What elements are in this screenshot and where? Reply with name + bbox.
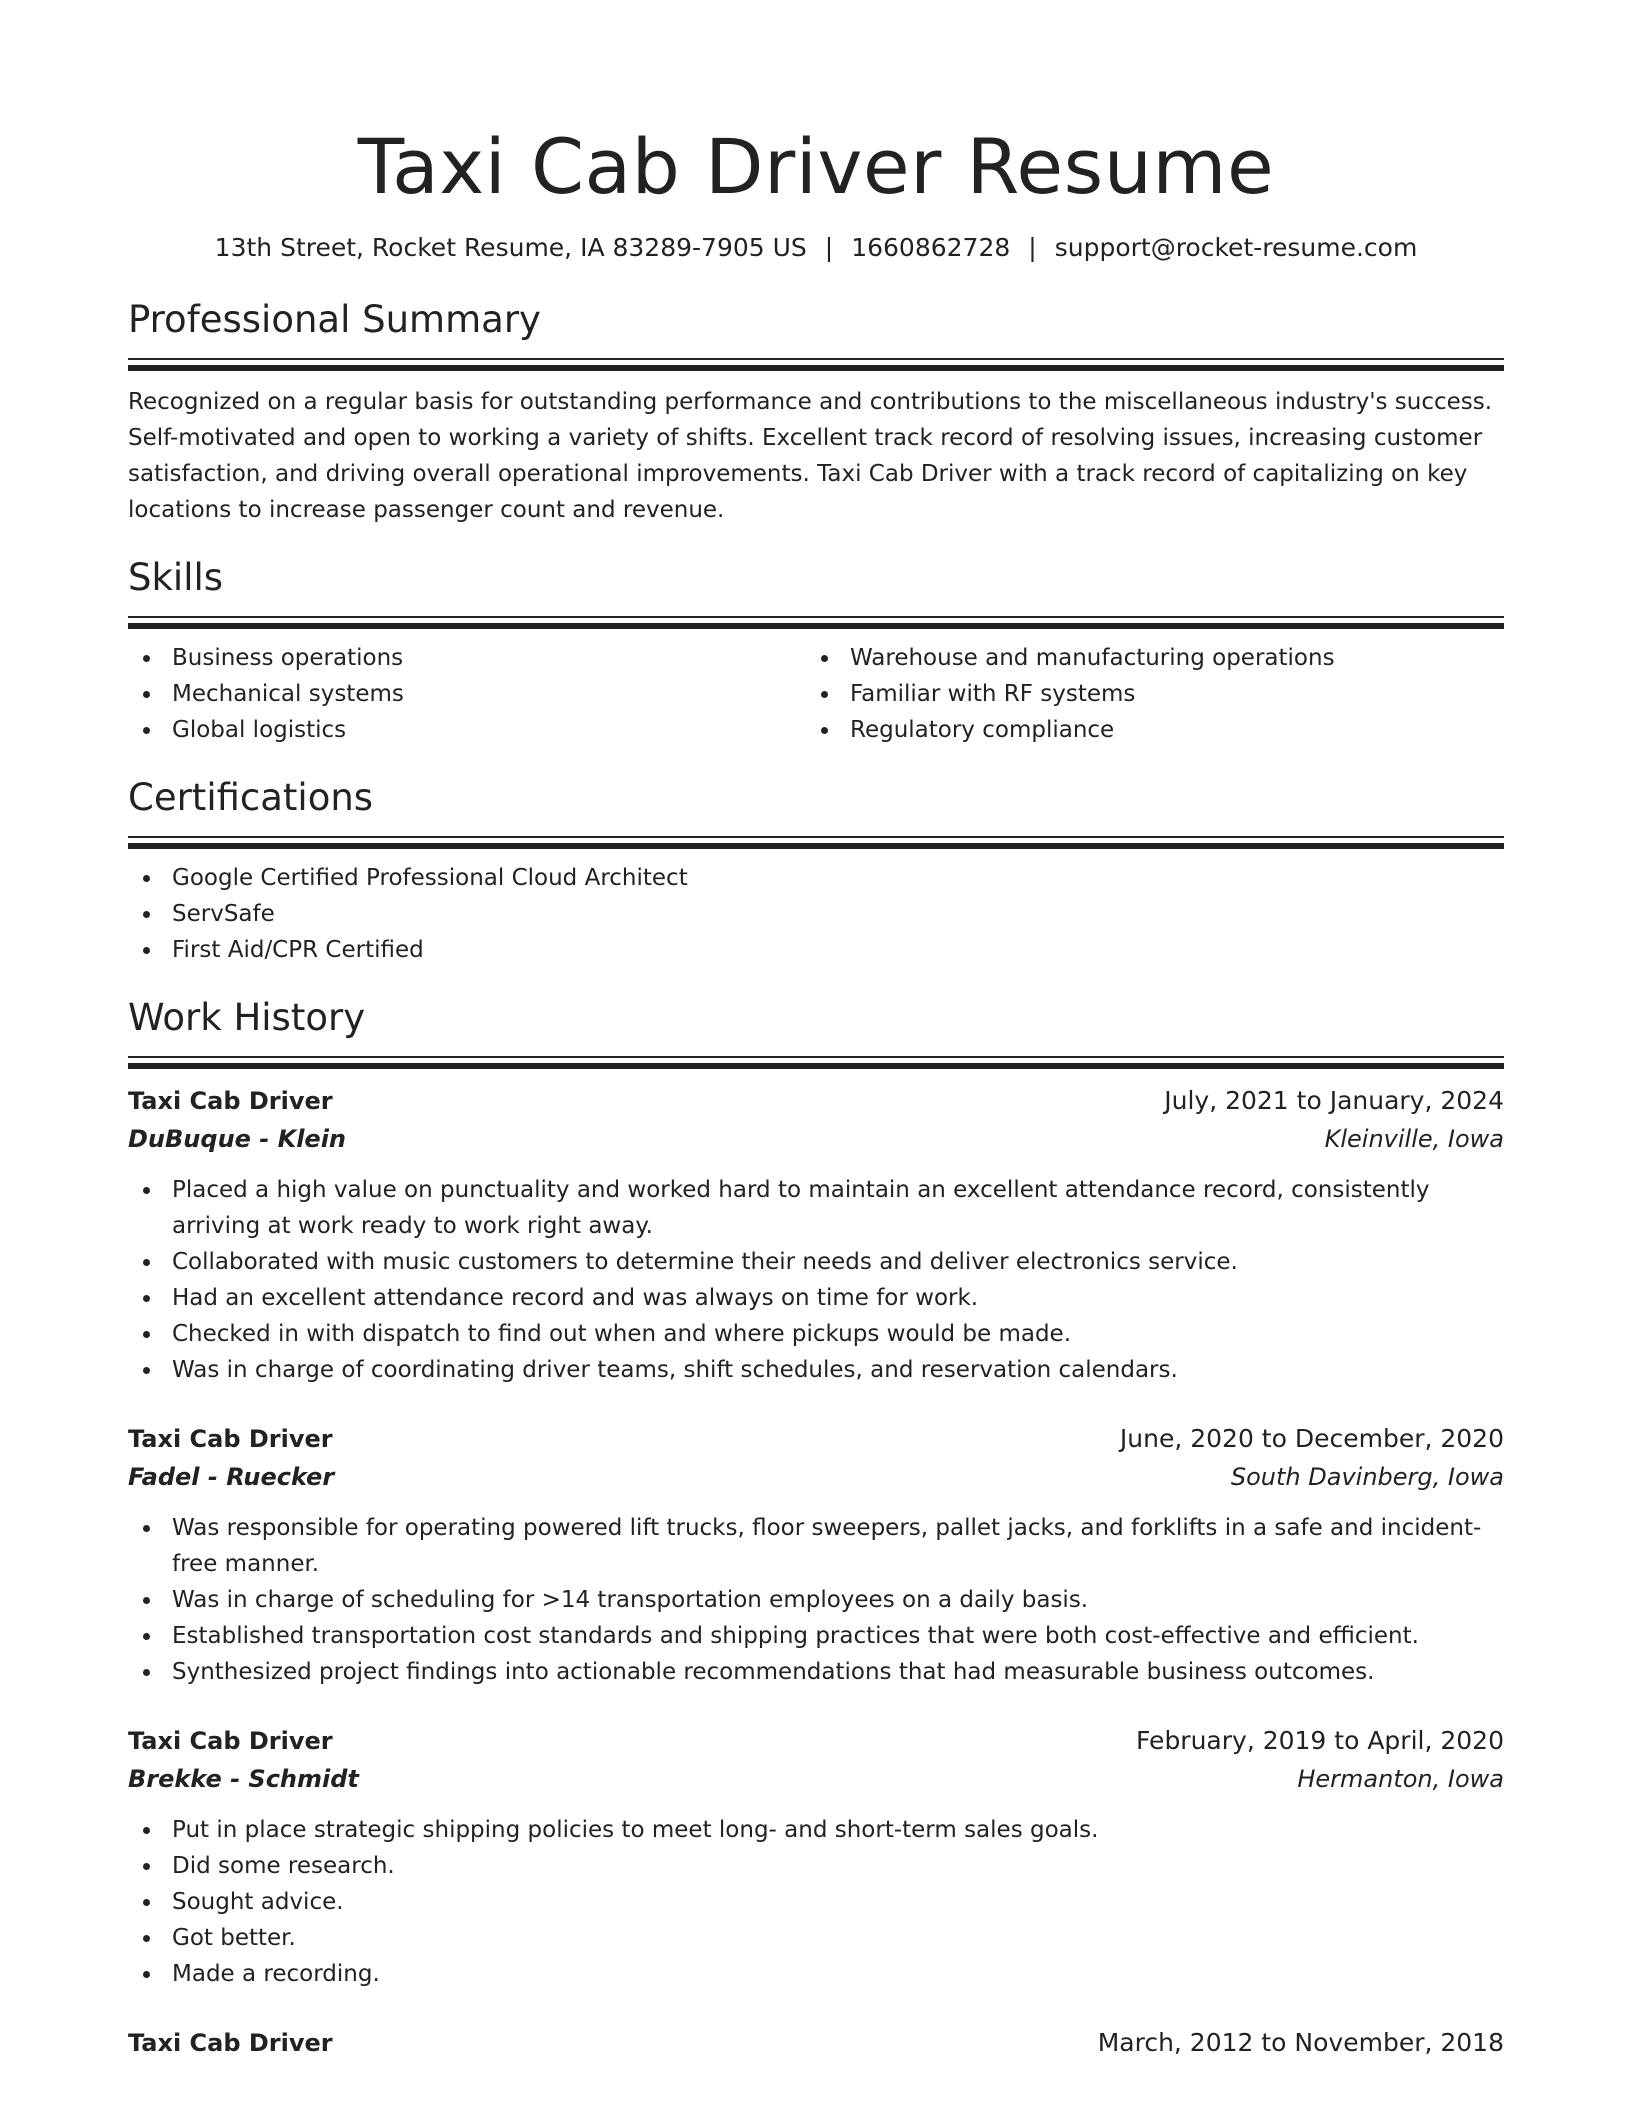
section-summary	[128, 296, 1504, 528]
job-dates: July, 2021 to January, 2024	[1164, 1086, 1504, 1115]
job-header-row	[128, 1420, 1504, 1458]
job-duty: Had an excellent attendance record and was always on time for work.	[128, 1280, 1504, 1316]
section-divider	[128, 616, 1504, 630]
skill-item: Global logistics	[128, 712, 806, 748]
job-duty: Established transportation cost standards and shipping practices that were both cost-effective and efficient.	[128, 1618, 1504, 1654]
job-location: Hermanton, Iowa	[1297, 1765, 1504, 1793]
skills-column-left	[128, 640, 806, 748]
section-work-history	[128, 994, 1504, 2062]
job-title: Taxi Cab Driver	[128, 2029, 333, 2057]
contact-separator: |	[1028, 233, 1037, 262]
job-company-row	[128, 1120, 1504, 1158]
job-entry	[128, 1420, 1504, 1690]
job-header-row	[128, 2024, 1504, 2062]
resume-title: Taxi Cab Driver Resume	[357, 122, 1275, 211]
job-duty: Made a recording.	[128, 1956, 1504, 1992]
job-duties	[128, 1812, 1504, 1992]
skills-column-right	[806, 640, 1484, 748]
section-skills	[128, 554, 1504, 748]
job-entry	[128, 1722, 1504, 1992]
job-dates: June, 2020 to December, 2020	[1119, 1424, 1504, 1453]
job-duty: Was responsible for operating powered lift trucks, floor sweepers, pallet jacks, and forklifts in a safe and incident-free manner.	[128, 1510, 1504, 1582]
section-divider	[128, 1056, 1504, 1070]
job-company-row	[128, 1458, 1504, 1496]
skill-item: Regulatory compliance	[806, 712, 1484, 748]
section-divider	[128, 836, 1504, 850]
contact-email: support@rocket-resume.com	[1054, 233, 1418, 262]
job-location: South Davinberg, Iowa	[1230, 1463, 1504, 1491]
skill-item: Familiar with RF systems	[806, 676, 1484, 712]
contact-line	[128, 230, 1504, 266]
job-duty: Was in charge of coordinating driver teams, shift schedules, and reservation calendars.	[128, 1352, 1504, 1388]
skills-grid	[128, 640, 1504, 748]
section-heading: Work History	[128, 996, 366, 1039]
job-location: Kleinville, Iowa	[1324, 1125, 1504, 1153]
job-dates: March, 2012 to November, 2018	[1097, 2028, 1504, 2057]
job-header-row	[128, 1722, 1504, 1760]
job-company-row	[128, 1760, 1504, 1798]
job-duty: Checked in with dispatch to find out when and where pickups would be made.	[128, 1316, 1504, 1352]
contact-phone: 1660862728	[851, 233, 1011, 262]
job-duties	[128, 1172, 1504, 1388]
section-heading: Certifications	[128, 776, 374, 819]
section-heading: Professional Summary	[128, 298, 541, 341]
certification-item: First Aid/CPR Certified	[128, 932, 1504, 968]
certification-item: Google Certified Professional Cloud Architect	[128, 860, 1504, 896]
skill-item: Warehouse and manufacturing operations	[806, 640, 1484, 676]
contact-separator: |	[824, 233, 834, 262]
skill-item: Mechanical systems	[128, 676, 806, 712]
certification-item: ServSafe	[128, 896, 1504, 932]
job-duty: Put in place strategic shipping policies to meet long- and short-term sales goals.	[128, 1812, 1504, 1848]
resume-page	[128, 0, 1504, 2062]
certification-list	[128, 860, 1504, 968]
job-entry	[128, 2024, 1504, 2062]
summary-text: Recognized on a regular basis for outstanding performance and contributions to the miscellaneous industry's success. Self-motivated and open to working a variety of shifts. Excellent track record of resolving issues, increasing customer satisfaction, and driving overall operational improvements. Taxi Cab Driver with a track record of capitalizing on key locations to increase passenger count and revenue.	[128, 389, 1493, 523]
section-certifications	[128, 774, 1504, 968]
job-company: DuBuque - Klein	[128, 1125, 347, 1153]
job-duty: Placed a high value on punctuality and worked hard to maintain an excellent attendance record, consistently arriving at work ready to work right away.	[128, 1172, 1504, 1244]
skill-item: Business operations	[128, 640, 806, 676]
job-header-row	[128, 1082, 1504, 1120]
job-title: Taxi Cab Driver	[128, 1425, 333, 1453]
job-title: Taxi Cab Driver	[128, 1727, 333, 1755]
job-duty: Synthesized project findings into actionable recommendations that had measurable business outcomes.	[128, 1654, 1504, 1690]
job-company: Brekke - Schmidt	[128, 1765, 359, 1793]
job-duty: Was in charge of scheduling for >14 transportation employees on a daily basis.	[128, 1582, 1504, 1618]
job-company: Fadel - Ruecker	[128, 1463, 335, 1491]
job-title: Taxi Cab Driver	[128, 1087, 333, 1115]
section-heading: Skills	[128, 556, 224, 599]
job-dates: February, 2019 to April, 2020	[1136, 1726, 1504, 1755]
section-divider	[128, 358, 1504, 372]
job-duty: Did some research.	[128, 1848, 1504, 1884]
job-duty: Sought advice.	[128, 1884, 1504, 1920]
job-entry	[128, 1082, 1504, 1388]
job-duties	[128, 1510, 1504, 1690]
contact-address: 13th Street, Rocket Resume, IA 83289-7905 US	[214, 233, 807, 262]
job-duty: Collaborated with music customers to determine their needs and deliver electronics service.	[128, 1244, 1504, 1280]
job-duty: Got better.	[128, 1920, 1504, 1956]
